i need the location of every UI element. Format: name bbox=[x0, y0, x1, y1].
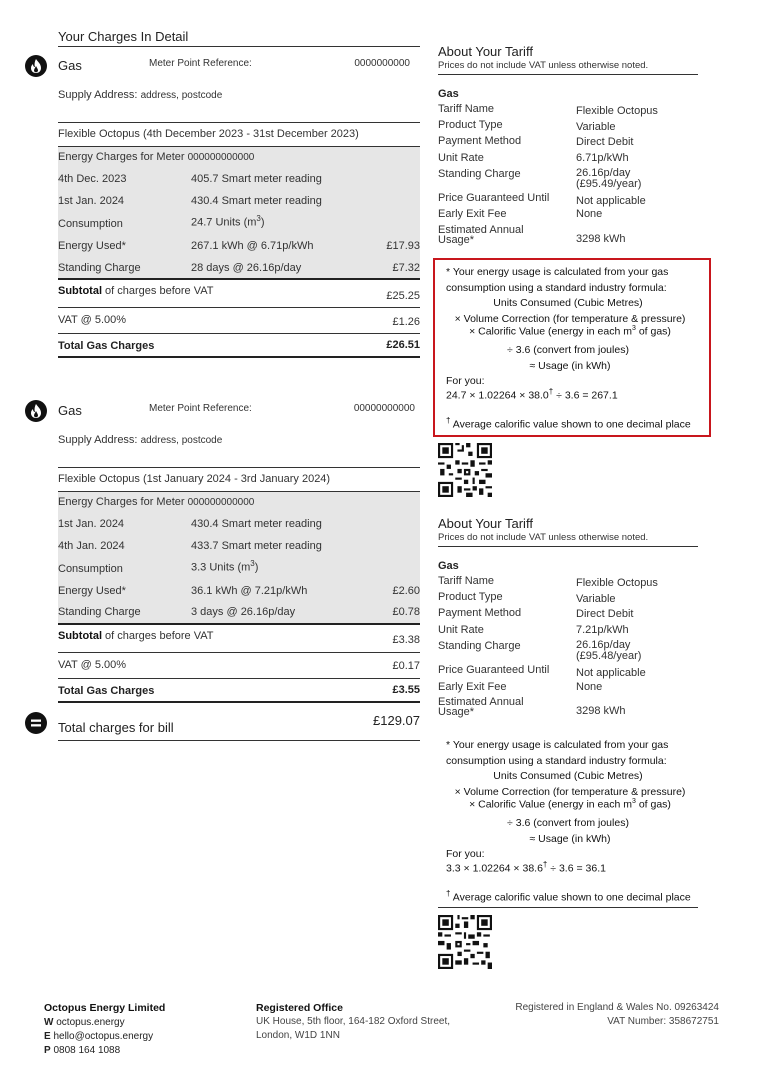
formula-for-you: For you: bbox=[446, 375, 485, 387]
formula-calc-b: ÷ 3.6 = 267.1 bbox=[553, 389, 618, 402]
qr-code bbox=[438, 443, 492, 497]
meter1-mpr-label: Meter Point Reference: bbox=[149, 58, 252, 69]
tariff1-standing-day: 26.16p/day bbox=[576, 167, 631, 179]
divider bbox=[58, 701, 420, 703]
tariff1-value: Variable bbox=[576, 121, 616, 133]
tariff1-eau-1: Estimated Annual bbox=[438, 224, 524, 236]
footer-w-key: W bbox=[44, 1017, 54, 1028]
tariff1-label: Product Type bbox=[438, 119, 503, 131]
meter2-charges-block bbox=[58, 492, 420, 623]
divider bbox=[438, 74, 698, 75]
meter1-total-label: Total Gas Charges bbox=[58, 340, 155, 352]
dagger: † bbox=[446, 416, 451, 425]
meter1-total-amount: £26.51 bbox=[386, 339, 420, 351]
meter2-row-label: Energy Used* bbox=[58, 585, 126, 597]
flame-icon bbox=[25, 55, 47, 77]
footer-phone: 0808 164 1088 bbox=[50, 1045, 121, 1056]
superscript: 3 bbox=[632, 325, 636, 332]
divider bbox=[58, 307, 420, 308]
meter2-subtotal-bold: Subtotal bbox=[58, 630, 102, 642]
meter2-energy-meter: 000000000000 bbox=[187, 497, 255, 508]
meter2-row-amount: £2.60 bbox=[392, 585, 420, 597]
meter1-subtotal-rest: of charges before VAT bbox=[102, 285, 214, 297]
formula-cv-end: of gas) bbox=[635, 325, 671, 338]
meter1-row-label: 1st Jan. 2024 bbox=[58, 195, 125, 207]
meter1-row-label: Consumption bbox=[58, 218, 123, 230]
tariff1-fuel: Gas bbox=[438, 88, 459, 100]
tariff1-value: None bbox=[576, 208, 603, 220]
formula-line: ÷ 3.6 (convert from joules) bbox=[507, 817, 629, 829]
dagger: † bbox=[542, 860, 548, 869]
formula-note bbox=[446, 889, 691, 904]
formula-note-text: Average calorific value shown to one decimal place bbox=[450, 418, 691, 431]
meter1-row-label: Energy Used* bbox=[58, 240, 126, 252]
flame-icon bbox=[25, 400, 47, 422]
meter2-supply-value: address, postcode bbox=[140, 435, 223, 446]
tariff2-eau-1: Estimated Annual bbox=[438, 696, 524, 708]
meter1-period: Flexible Octopus (4th December 2023 - 31st December 2023) bbox=[58, 128, 359, 140]
tariff1-eau-2: Usage* bbox=[438, 234, 475, 246]
meter2-row-detail: 433.7 Smart meter reading bbox=[191, 540, 322, 552]
meter1-energy-label: Energy Charges for Meter bbox=[58, 151, 185, 163]
divider bbox=[438, 546, 698, 547]
footer-office-line: UK House, 5th floor, 164-182 Oxford Street, bbox=[256, 1016, 450, 1027]
meter1-charges-block bbox=[58, 147, 420, 278]
tariff2-value: Not applicable bbox=[576, 667, 646, 679]
tariff2-label: Price Guaranteed Until bbox=[438, 664, 550, 676]
divider bbox=[58, 623, 420, 625]
section-title: Your Charges In Detail bbox=[58, 29, 189, 44]
divider bbox=[58, 46, 420, 47]
dagger: † bbox=[548, 387, 554, 396]
divider bbox=[58, 652, 420, 653]
tariff1-value: Flexible Octopus bbox=[576, 105, 658, 117]
tariff2-eau-2: Usage* bbox=[438, 706, 475, 718]
footer-office-line: London, W1D 1NN bbox=[256, 1030, 340, 1041]
bracket: ) bbox=[260, 216, 265, 229]
tariff2-value: Direct Debit bbox=[576, 608, 634, 620]
meter1-subtotal-amount: £25.25 bbox=[386, 290, 420, 302]
tariff1-label: Unit Rate bbox=[438, 152, 484, 164]
formula-line: consumption using a standard industry formula: bbox=[446, 755, 667, 767]
footer-email: hello@octopus.energy bbox=[50, 1031, 154, 1042]
meter2-mpr-value: 00000000000 bbox=[353, 403, 415, 414]
formula-line: × Volume Correction (for temperature & pressure) bbox=[454, 313, 686, 325]
meter2-row-detail: 430.4 Smart meter reading bbox=[191, 518, 322, 530]
meter2-fuel: Gas bbox=[58, 403, 82, 418]
bill-total-amount: £129.07 bbox=[373, 713, 420, 728]
meter2-supply-label: Supply Address: bbox=[58, 434, 138, 446]
tariff1-title: About Your Tariff bbox=[438, 44, 533, 59]
tariff1-value: Not applicable bbox=[576, 195, 646, 207]
formula-for-you: For you: bbox=[446, 848, 485, 860]
formula-note-text: Average calorific value shown to one decimal place bbox=[450, 891, 691, 904]
formula-line bbox=[438, 798, 702, 811]
meter1-vat-label: VAT @ 5.00% bbox=[58, 314, 127, 326]
meter2-total-label: Total Gas Charges bbox=[58, 685, 155, 697]
tariff2-label: Early Exit Fee bbox=[438, 681, 507, 693]
meter2-row-detail: 3 days @ 26.16p/day bbox=[191, 606, 296, 618]
footer-registration: Registered in England & Wales No. 09263424 bbox=[515, 1002, 719, 1013]
meter1-row-label: Standing Charge bbox=[58, 262, 141, 274]
bracket: ) bbox=[254, 561, 259, 574]
meter1-row-amount: £17.93 bbox=[386, 240, 420, 252]
meter2-energy-label: Energy Charges for Meter bbox=[58, 496, 185, 508]
dagger: † bbox=[446, 889, 451, 898]
tariff1-label: Standing Charge bbox=[438, 168, 521, 180]
meter2-row-label: 4th Jan. 2024 bbox=[58, 540, 125, 552]
tariff2-value bbox=[576, 640, 641, 662]
tariff1-label bbox=[438, 225, 524, 245]
formula-line: Units Consumed (Cubic Metres) bbox=[493, 297, 643, 309]
meter1-row-detail: 28 days @ 26.16p/day bbox=[191, 262, 302, 274]
tariff1-standing-year: (£95.49/year) bbox=[576, 178, 642, 190]
divider bbox=[58, 740, 420, 741]
meter1-energy-meter: 000000000000 bbox=[187, 152, 255, 163]
meter1-subtotal-bold: Subtotal bbox=[58, 285, 102, 297]
formula-line: ≈ Usage (in kWh) bbox=[529, 833, 611, 845]
footer-p-key: P bbox=[44, 1045, 51, 1056]
equals-icon bbox=[25, 712, 47, 734]
tariff1-value: Direct Debit bbox=[576, 136, 634, 148]
meter2-vat-label: VAT @ 5.00% bbox=[58, 659, 127, 671]
divider bbox=[58, 356, 420, 358]
meter1-row-detail: 430.4 Smart meter reading bbox=[191, 195, 322, 207]
meter2-period: Flexible Octopus (1st January 2024 - 3rd January 2024) bbox=[58, 473, 331, 485]
formula-calc-b: ÷ 3.6 = 36.1 bbox=[547, 862, 606, 875]
tariff2-value: 3298 kWh bbox=[576, 705, 626, 717]
meter1-row-label: 4th Dec. 2023 bbox=[58, 173, 127, 185]
tariff2-value: None bbox=[576, 681, 603, 693]
tariff1-label: Payment Method bbox=[438, 135, 522, 147]
formula-line: * Your energy usage is calculated from your gas bbox=[446, 739, 669, 751]
superscript: 3 bbox=[632, 798, 636, 805]
formula-cv: × Calorific Value (energy in each m bbox=[469, 325, 632, 338]
meter2-row-label: 1st Jan. 2024 bbox=[58, 518, 125, 530]
meter2-subtotal-amount: £3.38 bbox=[392, 634, 420, 646]
tariff2-value: 7.21p/kWh bbox=[576, 624, 629, 636]
meter2-row-label: Consumption bbox=[58, 563, 123, 575]
tariff2-label bbox=[438, 697, 524, 717]
superscript: 3 bbox=[250, 559, 255, 568]
meter1-supply-label: Supply Address: bbox=[58, 89, 138, 101]
footer-office-title: Registered Office bbox=[256, 1002, 343, 1014]
tariff1-subtitle: Prices do not include VAT unless otherwise noted. bbox=[438, 60, 649, 71]
formula-cv-end: of gas) bbox=[635, 798, 671, 811]
tariff2-label: Product Type bbox=[438, 591, 503, 603]
meter1-mpr-value: 0000000000 bbox=[354, 58, 410, 69]
formula-line: Units Consumed (Cubic Metres) bbox=[493, 770, 643, 782]
tariff2-value: Variable bbox=[576, 593, 616, 605]
footer-vat-number: VAT Number: 358672751 bbox=[607, 1016, 719, 1027]
formula-line: × Volume Correction (for temperature & pressure) bbox=[454, 786, 686, 798]
tariff2-label: Tariff Name bbox=[438, 575, 495, 587]
divider bbox=[58, 278, 420, 280]
tariff2-label: Payment Method bbox=[438, 607, 522, 619]
formula-line: * Your energy usage is calculated from your gas bbox=[446, 266, 669, 278]
meter2-consumption: 3.3 Units (m bbox=[191, 561, 251, 574]
divider bbox=[58, 122, 420, 123]
meter2-mpr-label: Meter Point Reference: bbox=[149, 403, 252, 414]
tariff2-label: Standing Charge bbox=[438, 640, 521, 652]
divider bbox=[58, 467, 420, 468]
meter2-subtotal-rest: of charges before VAT bbox=[102, 630, 214, 642]
formula-note bbox=[446, 416, 691, 431]
formula-line: ≈ Usage (in kWh) bbox=[529, 360, 611, 372]
formula-calc-a: 3.3 × 1.02264 × 38.6 bbox=[446, 862, 543, 875]
footer-e-key: E bbox=[44, 1031, 51, 1042]
footer-company: Octopus Energy Limited bbox=[44, 1002, 166, 1014]
bill-total-label: Total charges for bill bbox=[58, 720, 174, 735]
tariff1-value bbox=[576, 168, 641, 190]
meter1-row-amount: £7.32 bbox=[392, 262, 420, 274]
meter1-row-detail: 405.7 Smart meter reading bbox=[191, 173, 322, 185]
tariff2-standing-day: 26.16p/day bbox=[576, 639, 631, 651]
meter1-row-detail: 267.1 kWh @ 6.71p/kWh bbox=[191, 240, 314, 252]
tariff2-standing-year: (£95.48/year) bbox=[576, 650, 642, 662]
meter2-total-amount: £3.55 bbox=[392, 684, 420, 696]
formula-cv: × Calorific Value (energy in each m bbox=[469, 798, 632, 811]
formula-line bbox=[438, 325, 702, 338]
divider bbox=[438, 907, 698, 908]
tariff2-value: Flexible Octopus bbox=[576, 577, 658, 589]
tariff1-label: Early Exit Fee bbox=[438, 208, 507, 220]
tariff1-value: 6.71p/kWh bbox=[576, 152, 629, 164]
divider bbox=[58, 678, 420, 679]
formula-line: ÷ 3.6 (convert from joules) bbox=[507, 344, 629, 356]
meter2-vat-amount: £0.17 bbox=[392, 660, 420, 672]
formula-calc bbox=[446, 860, 606, 875]
footer-website: octopus.energy bbox=[53, 1017, 125, 1028]
meter2-row-detail: 36.1 kWh @ 7.21p/kWh bbox=[191, 585, 308, 597]
tariff2-fuel: Gas bbox=[438, 560, 459, 572]
meter2-row-amount: £0.78 bbox=[392, 606, 420, 618]
formula-calc-a: 24.7 × 1.02264 × 38.0 bbox=[446, 389, 549, 402]
meter1-supply-value: address, postcode bbox=[140, 90, 223, 101]
tariff1-label: Tariff Name bbox=[438, 103, 495, 115]
superscript: 3 bbox=[256, 214, 261, 223]
meter1-consumption: 24.7 Units (m bbox=[191, 216, 257, 229]
divider bbox=[58, 333, 420, 334]
formula-calc bbox=[446, 387, 618, 402]
meter1-fuel: Gas bbox=[58, 58, 82, 73]
formula-line: consumption using a standard industry formula: bbox=[446, 282, 667, 294]
tariff2-title: About Your Tariff bbox=[438, 516, 533, 531]
meter1-vat-amount: £1.26 bbox=[392, 316, 420, 328]
tariff1-value: 3298 kWh bbox=[576, 233, 626, 245]
tariff2-subtitle: Prices do not include VAT unless otherwise noted. bbox=[438, 532, 649, 543]
qr-code bbox=[438, 915, 492, 969]
tariff2-label: Unit Rate bbox=[438, 624, 484, 636]
tariff1-label: Price Guaranteed Until bbox=[438, 192, 550, 204]
meter2-row-label: Standing Charge bbox=[58, 606, 141, 618]
